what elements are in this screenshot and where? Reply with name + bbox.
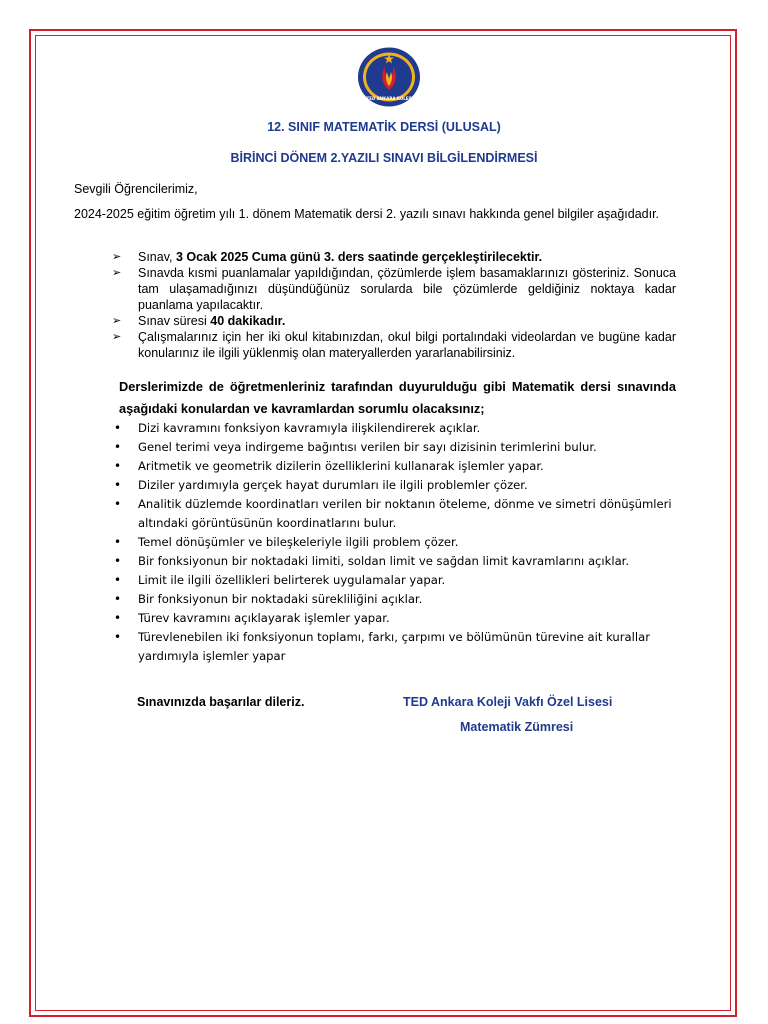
exam-info-item: ➢ Çalışmalarınız için her iki okul kitabınızdan, okul bilgi portalındaki videolardan ve bugüne kadar konularınız ile ilgili yüklenmiş olan materyallerden yararlanabilirsiniz. [112, 330, 676, 360]
topics-list [112, 419, 678, 666]
closing-text: Sınavınızda başarılar dileriz. [137, 695, 305, 709]
topic-item [112, 457, 678, 476]
topic-text: Genel terimi veya indirgeme bağıntısı verilen bir sayı dizisinin terimlerini bulur. [138, 440, 597, 454]
bullet-dot-icon: • [114, 497, 122, 511]
topic-text: Aritmetik ve geometrik dizilerin özelliklerini kullanarak işlemler yapar. [138, 459, 544, 473]
exam-info-item: ➢ Sınav süresi 40 dakikadır. [112, 314, 286, 328]
exam-info-item: ➢ Sınav, 3 Ocak 2025 Cuma günü 3. ders saatinde gerçekleştirilecektir. [112, 250, 543, 264]
topic-item [112, 552, 678, 571]
exam-date: 3 Ocak 2025 Cuma günü 3. ders saatinde gerçekleştirilecektir. [175, 250, 543, 264]
topic-text: Analitik düzlemde koordinatları verilen bir noktanın öteleme, dönme ve simetri dönüşümleri altındaki görüntüsünün koordinatlarını bulur. [138, 497, 672, 530]
topic-item [112, 628, 678, 666]
topic-text: Bir fonksiyonun bir noktadaki limiti, soldan limit ve sağdan limit kavramlarını açıklar. [138, 554, 630, 568]
bullet-dot-icon: • [114, 630, 122, 644]
school-name: TED Ankara Koleji Vakfı Özel Lisesi [403, 695, 613, 709]
arrow-bullet-icon: ➢ [112, 251, 122, 263]
department-name: Matematik Zümresi [460, 720, 574, 734]
topic-item [112, 590, 678, 609]
topic-text: Dizi kavramını fonksiyon kavramıyla ilişkilendirerek açıklar. [138, 421, 481, 435]
arrow-bullet-icon: ➢ [112, 331, 122, 343]
bullet-dot-icon: • [114, 592, 122, 606]
topic-text: Bir fonksiyonun bir noktadaki sürekliliğini açıklar. [138, 592, 423, 606]
topic-item [112, 476, 678, 495]
greeting: Sevgili Öğrencilerimiz, [74, 182, 198, 196]
bullet-dot-icon: • [114, 554, 122, 568]
exam-info-item: ➢ Sınavda kısmi puanlamalar yapıldığından, çözümlerde işlem basamaklarınızı gösteriniz. Sonuca tam ulaşamadığınızı düşündüğünüz sorularda bile çözümlerde geldiğiniz noktaya kadar puanlama yapılacaktır. [112, 266, 676, 312]
topic-text: Limit ile ilgili özellikleri belirterek uygulamalar yapar. [138, 573, 446, 587]
bullet-dot-icon: • [114, 573, 122, 587]
intro-paragraph: 2024-2025 eğitim öğretim yılı 1. dönem Matematik dersi 2. yazılı sınavı hakkında genel bilgiler aşağıdadır. [74, 207, 660, 221]
topic-item [112, 495, 678, 533]
bullet-dot-icon: • [114, 478, 122, 492]
topic-text: Diziler yardımıyla gerçek hayat durumları ile ilgili problemler çözer. [138, 478, 528, 492]
bullet-dot-icon: • [114, 440, 122, 454]
topic-text: Temel dönüşümler ve bileşkeleriyle ilgili problem çözer. [138, 535, 459, 549]
topic-text: Türevlenebilen iki fonksiyonun toplamı, farkı, çarpımı ve bölümünün türevine ait kurallar yardımıyla işlemler yapar [138, 630, 650, 663]
topic-item [112, 438, 678, 457]
topic-item [112, 609, 678, 628]
bullet-dot-icon: • [114, 535, 122, 549]
bullet-dot-icon: • [114, 611, 122, 625]
topic-text: Türev kavramını açıklayarak işlemler yapar. [138, 611, 390, 625]
exam-duration: 40 dakikadır. [210, 314, 286, 328]
bullet-dot-icon: • [114, 459, 122, 473]
topic-item [112, 571, 678, 590]
document-title: 12. SINIF MATEMATİK DERSİ (ULUSAL) [267, 120, 501, 134]
logo-ring-text: TED ANKARA KOLEJİ [366, 96, 412, 101]
topics-intro: Derslerimizde de öğretmenleriniz tarafından duyurulduğu gibi Matematik dersi sınavında aşağıdaki konulardan ve kavramlardan sorumlu olacaksınız; [119, 379, 676, 416]
topic-item [112, 419, 678, 438]
arrow-bullet-icon: ➢ [112, 315, 122, 327]
school-logo [356, 46, 422, 108]
topic-item [112, 533, 678, 552]
document-subtitle: BİRİNCİ DÖNEM 2.YAZILI SINAVI BİLGİLENDİRMESİ [230, 151, 538, 165]
arrow-bullet-icon: ➢ [112, 267, 122, 279]
exam-info-list [112, 249, 676, 361]
bullet-dot-icon: • [114, 421, 122, 435]
